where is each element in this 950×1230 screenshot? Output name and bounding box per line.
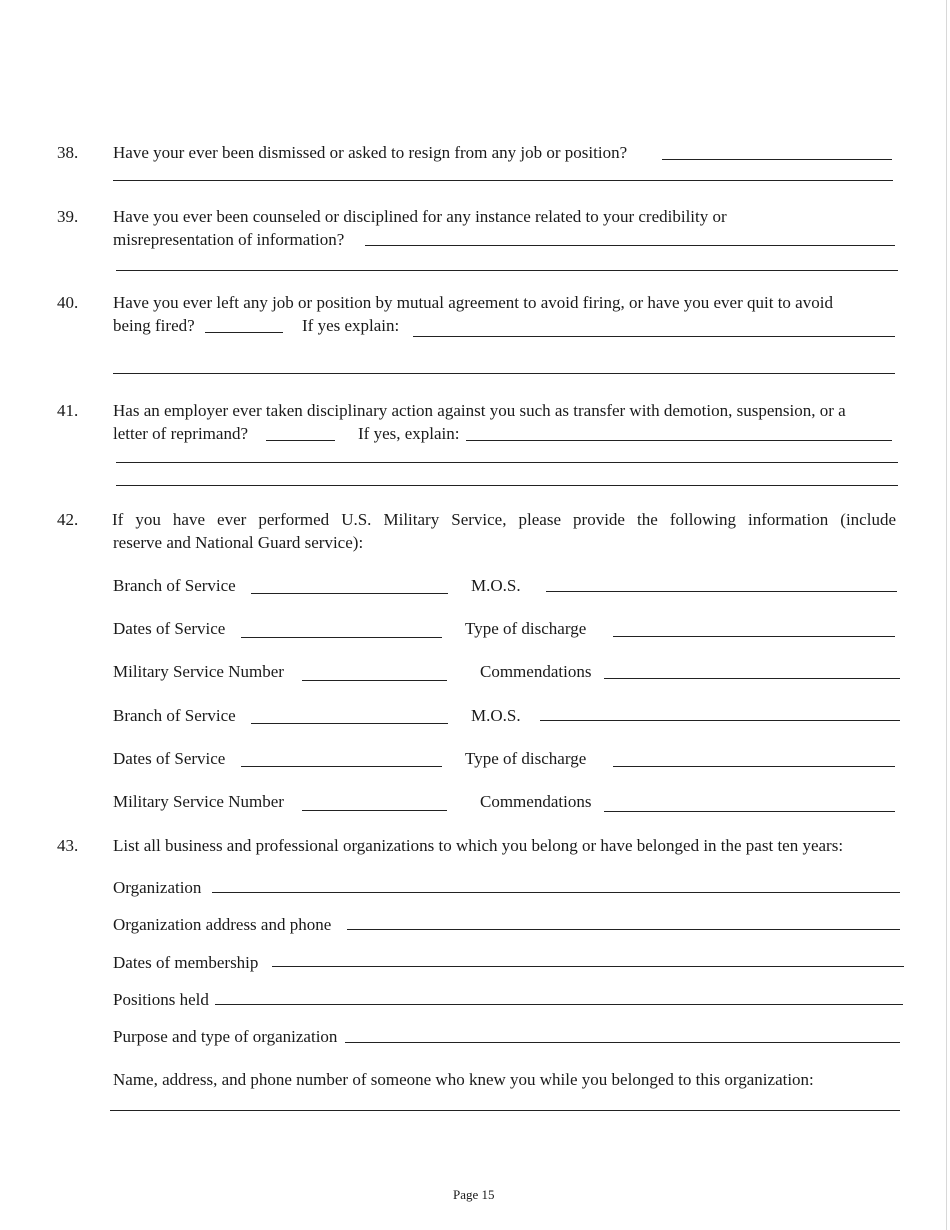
commendations-line[interactable] (604, 678, 900, 679)
dates-of-service-line-2[interactable] (241, 766, 442, 767)
mos-line[interactable] (546, 591, 897, 592)
military-service-number-label: Military Service Number (113, 662, 284, 681)
dates-of-service-label: Dates of Service (113, 619, 226, 638)
question-38-answer-line-2[interactable] (113, 180, 893, 181)
question-39-number: 39. (57, 207, 79, 226)
dates-of-service-label-2: Dates of Service (113, 749, 226, 768)
question-39-answer-line-2[interactable] (116, 270, 898, 271)
commendations-label-2: Commendations (480, 792, 592, 811)
dates-of-membership-line[interactable] (272, 966, 904, 967)
purpose-line[interactable] (345, 1042, 900, 1043)
question-38-text: Have your ever been dismissed or asked to resign from any job or position? (113, 143, 628, 162)
question-41-number: 41. (57, 401, 79, 420)
question-41-explain-line-3[interactable] (116, 485, 898, 486)
mos-label-2: M.O.S. (471, 706, 521, 725)
reference-line[interactable] (110, 1110, 900, 1111)
question-38-number: 38. (57, 143, 79, 162)
military-service-number-label-2: Military Service Number (113, 792, 284, 811)
type-of-discharge-label-2: Type of discharge (465, 749, 587, 768)
question-41-text-line2b: If yes, explain: (358, 424, 460, 443)
military-service-number-line-2[interactable] (302, 810, 447, 811)
question-39-text-line2: misrepresentation of information? (113, 230, 345, 249)
question-41-explain-line-2[interactable] (116, 462, 898, 463)
question-40-number: 40. (57, 293, 79, 312)
commendations-line-2[interactable] (604, 811, 895, 812)
type-of-discharge-line[interactable] (613, 636, 895, 637)
branch-of-service-label-2: Branch of Service (113, 706, 236, 725)
question-43-number: 43. (57, 836, 79, 855)
organization-address-label: Organization address and phone (113, 915, 332, 934)
positions-held-label: Positions held (113, 990, 209, 1009)
branch-of-service-label: Branch of Service (113, 576, 236, 595)
mos-label: M.O.S. (471, 576, 521, 595)
question-40-explain-line-2[interactable] (113, 373, 895, 374)
question-40-text-line2b: If yes explain: (302, 316, 400, 335)
question-40-yes-no-line[interactable] (205, 332, 283, 333)
dates-of-service-line[interactable] (241, 637, 442, 638)
question-43-text: List all business and professional organizations to which you belong or have belonged in the past ten years: (113, 836, 844, 855)
mos-line-2[interactable] (540, 720, 900, 721)
question-41-text-line2a: letter of reprimand? (113, 424, 248, 443)
question-41-text-line1: Has an employer ever taken disciplinary action against you such as transfer with demotion, suspension, or a (113, 401, 846, 420)
question-40-text-line1: Have you ever left any job or position by mutual agreement to avoid firing, or have you ever quit to avoid (113, 293, 833, 312)
branch-of-service-line[interactable] (251, 593, 448, 594)
organization-address-line[interactable] (347, 929, 900, 930)
question-41-explain-line[interactable] (466, 440, 892, 441)
positions-held-line[interactable] (215, 1004, 903, 1005)
question-38-answer-line[interactable] (662, 159, 892, 160)
military-service-number-line[interactable] (302, 680, 447, 681)
reference-label: Name, address, and phone number of someone who knew you while you belonged to this organization: (113, 1070, 814, 1089)
type-of-discharge-label: Type of discharge (465, 619, 587, 638)
branch-of-service-line-2[interactable] (251, 723, 448, 724)
question-39-text-line1: Have you ever been counseled or disciplined for any instance related to your credibility or (113, 207, 727, 226)
question-42-number: 42. (57, 510, 79, 529)
commendations-label: Commendations (480, 662, 592, 681)
question-40-explain-line[interactable] (413, 336, 895, 337)
purpose-label: Purpose and type of organization (113, 1027, 338, 1046)
type-of-discharge-line-2[interactable] (613, 766, 895, 767)
question-42-text-line2: reserve and National Guard service): (113, 533, 364, 552)
question-42-text-line1: If you have ever performed U.S. Military Service, please provide the following information (include (112, 510, 896, 529)
question-40-text-line2a: being fired? (113, 316, 195, 335)
organization-label: Organization (113, 878, 202, 897)
page-edge (946, 0, 947, 1230)
question-39-answer-line[interactable] (365, 245, 895, 246)
dates-of-membership-label: Dates of membership (113, 953, 259, 972)
page-number: Page 15 (453, 1187, 495, 1202)
organization-line[interactable] (212, 892, 900, 893)
question-41-yes-no-line[interactable] (266, 440, 335, 441)
